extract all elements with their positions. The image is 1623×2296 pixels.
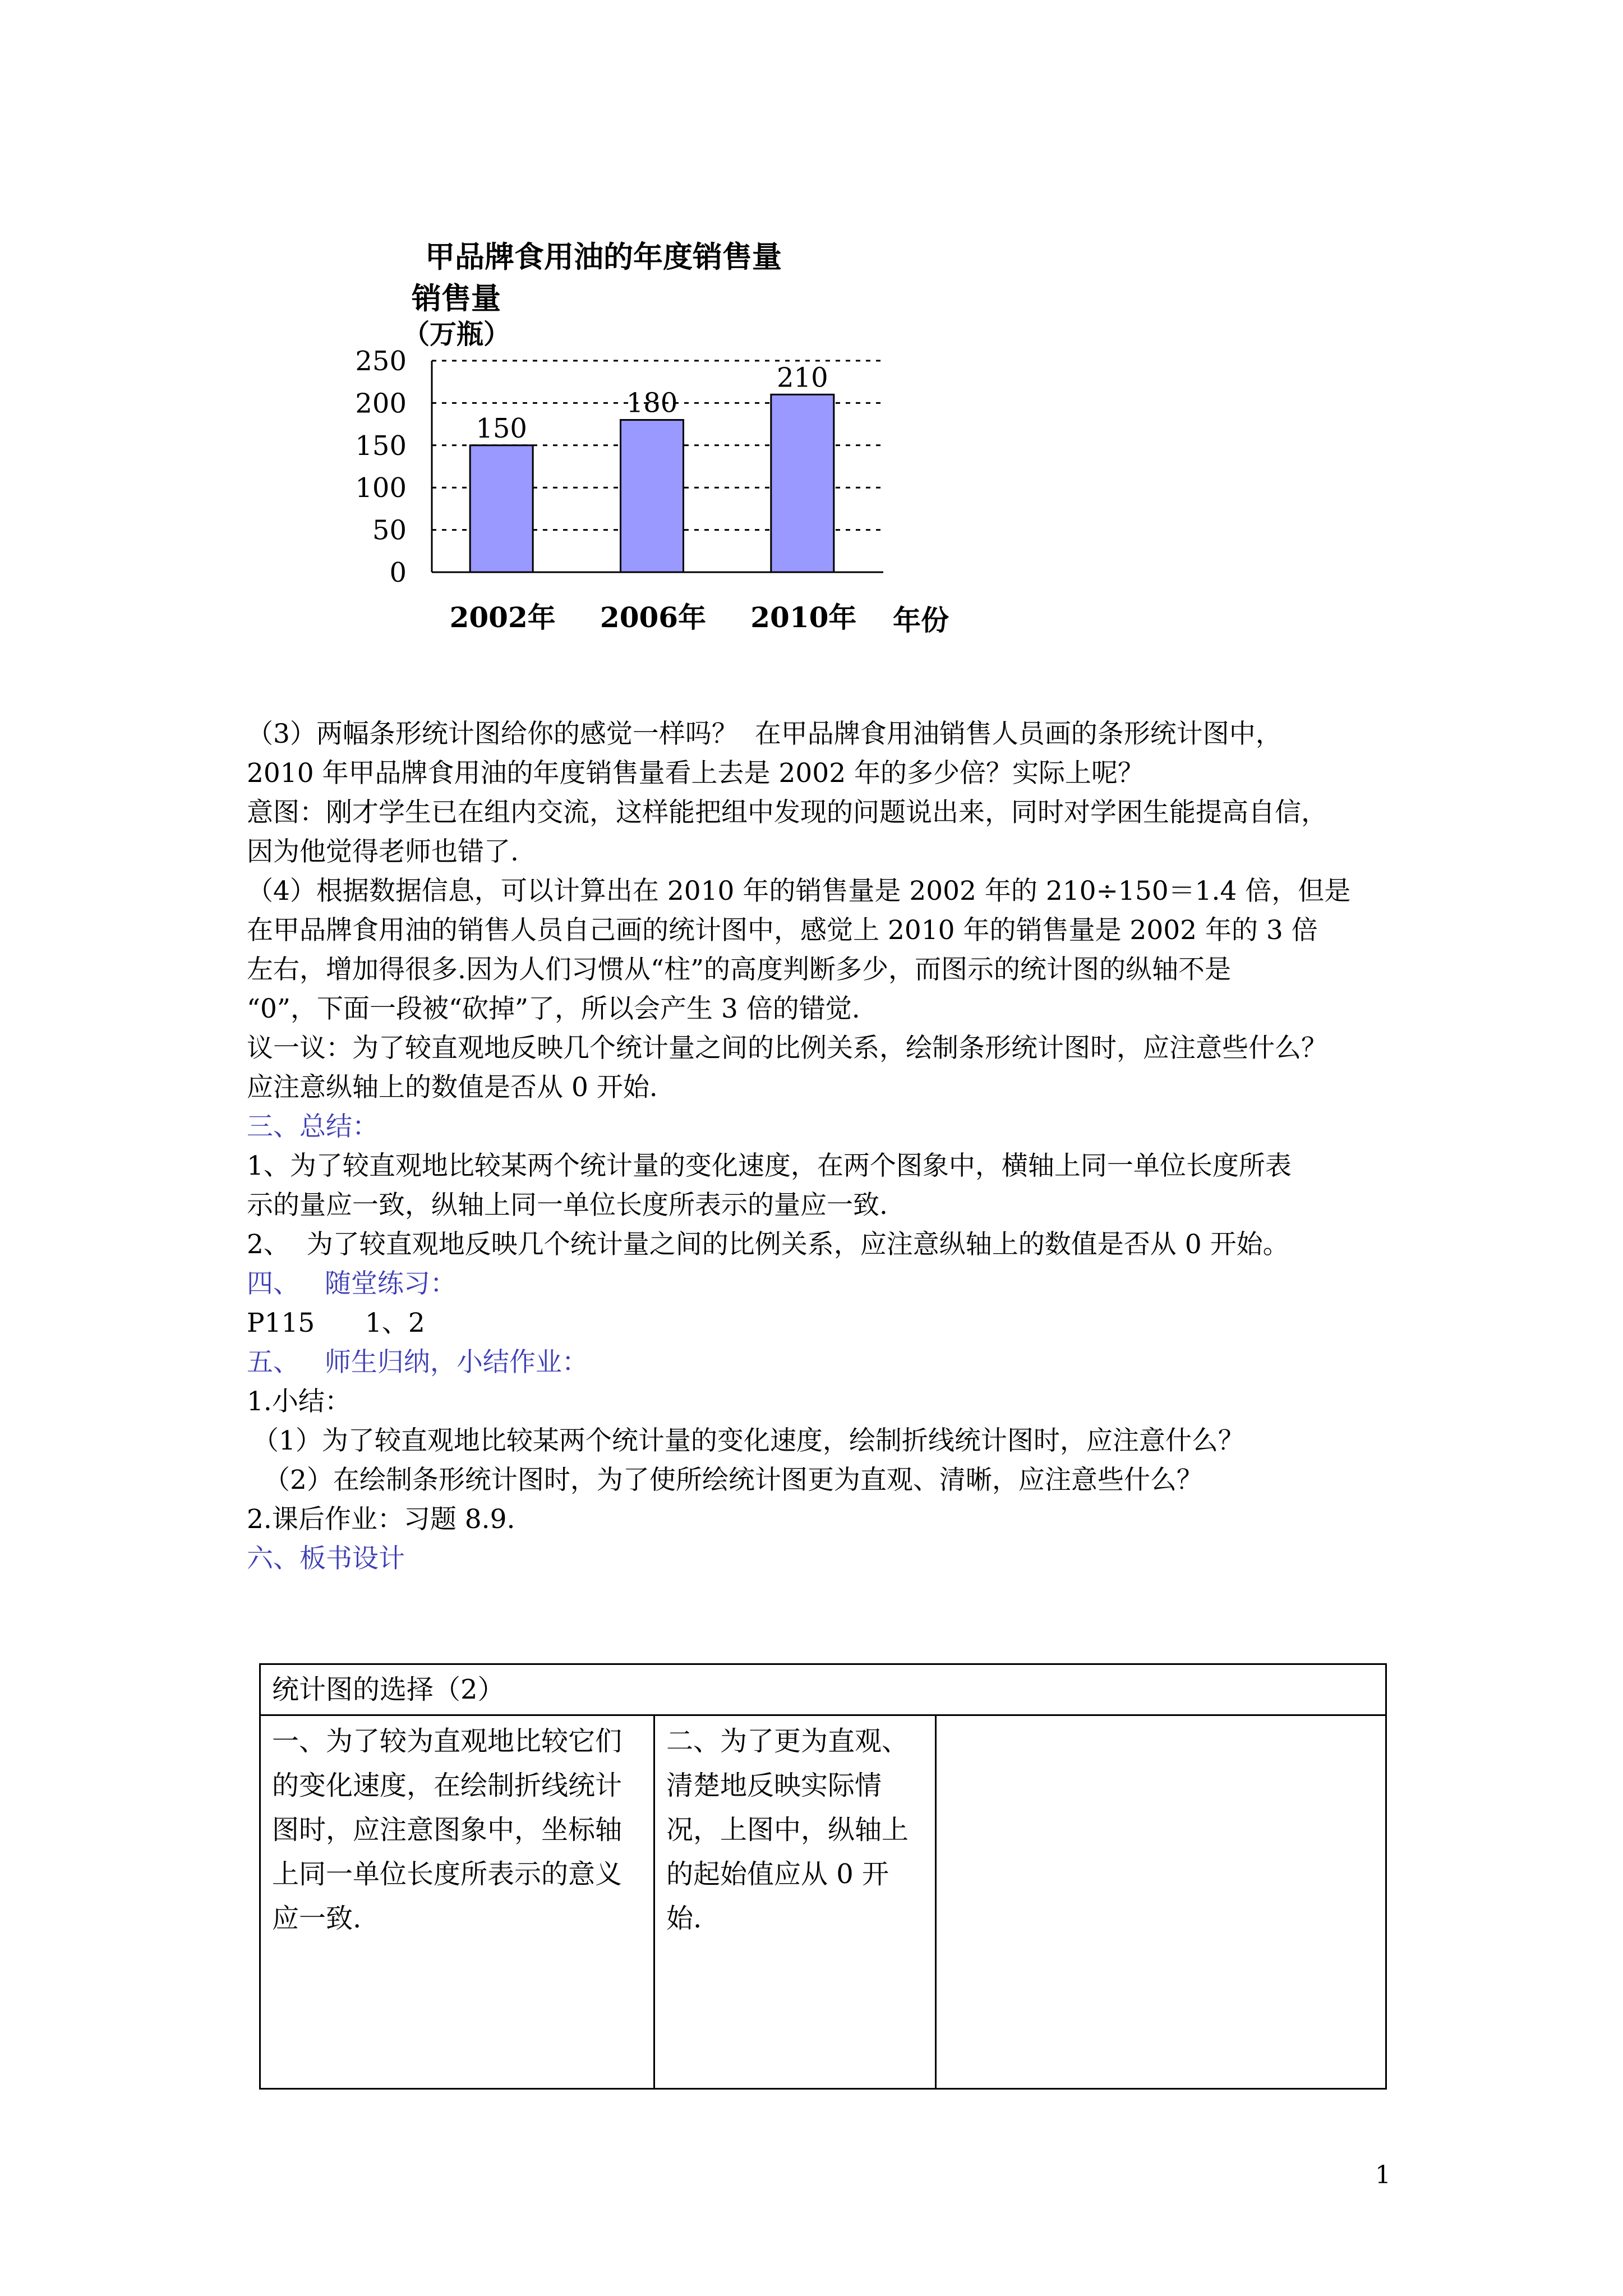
- discuss-line-1: 议一议：为了较直观地反映几个统计量之间的比例关系，绘制条形统计图时，应注意些什么？: [247, 1033, 1327, 1064]
- summary-question-2: （2）在绘制条形统计图时，为了使所绘统计图更为直观、清晰，应注意些什么？: [264, 1465, 1203, 1496]
- board-header-cell: 统计图的选择（2）: [260, 1664, 1386, 1715]
- x-axis-label: 年份: [893, 604, 949, 637]
- y-tick-label: 200: [355, 388, 407, 420]
- para-4-line-4: “0”，下面一段被“砍掉”了，所以会产生 3 倍的错觉.: [247, 993, 860, 1024]
- y-axis-ticks: [355, 346, 407, 588]
- para-4-line-1: （4）根据数据信息，可以计算出在 2010 年的销售量是 2002 年的 210÷150＝1.4 倍，但是: [247, 876, 1351, 907]
- summary-item-1-line-2: 示的量应一致，纵轴上同一单位长度所表示的量应一致.: [247, 1190, 888, 1221]
- y-tick-label: 150: [355, 430, 407, 462]
- chart-title: 甲品牌食用油的年度销售量: [425, 240, 782, 274]
- discuss-line-2: 应注意纵轴上的数值是否从 0 开始.: [247, 1072, 658, 1103]
- board-cell-3: [936, 1715, 1386, 2089]
- y-tick-label: 250: [355, 346, 407, 377]
- x-axis-labels: [450, 601, 857, 634]
- board-cell-2: 二、为了更为直观、清楚地反映实际情况，上图中，纵轴上的起始值应从 0 开始.: [654, 1715, 936, 2089]
- para-4-line-3: 左右，增加得很多.因为人们习惯从“柱”的高度判断多少，而图示的统计图的纵轴不是: [247, 954, 1231, 985]
- y-tick-label: 100: [355, 472, 407, 504]
- board-design-table: [259, 1663, 1387, 2090]
- summary-item-1-line-1: 1、为了较直观地比较某两个统计量的变化速度，在两个图象中，横轴上同一单位长度所表: [247, 1151, 1292, 1181]
- practice-content: P115 1、2: [247, 1308, 425, 1338]
- x-tick-label: 2006年: [600, 601, 707, 634]
- y-axis-label-line2: （万瓶）: [403, 319, 511, 350]
- summary-item-2: 2、 为了较直观地反映几个统计量之间的比例关系，应注意纵轴上的数值是否从 0 开始。: [247, 1229, 1289, 1260]
- section-5-title: 五、 师生归纳，小结作业：: [247, 1347, 588, 1378]
- bar-value-label: 180: [626, 387, 678, 419]
- x-tick-label: 2002年: [449, 601, 556, 634]
- x-tick-label: 2010年: [750, 601, 857, 634]
- bar: [771, 394, 834, 572]
- sales-bar-chart: [336, 224, 1009, 662]
- board-cell-1: 一、为了较为直观地比较它们的变化速度，在绘制折线统计图时，应注意图象中，坐标轴上同一单位长度所表示的意义应一致.: [260, 1715, 654, 2089]
- board-content-row: [260, 1715, 1386, 2089]
- section-4-title: 四、 随堂练习：: [247, 1268, 457, 1299]
- board-header-row: [260, 1664, 1386, 1715]
- bar: [621, 420, 684, 572]
- y-tick-label: 0: [389, 557, 407, 588]
- chart-bars: [470, 362, 834, 572]
- section-3-title: 三、总结：: [247, 1111, 379, 1142]
- bar-value-label: 150: [476, 412, 527, 444]
- section-6-title: 六、板书设计: [247, 1543, 405, 1574]
- y-axis-label-line1: 销售量: [412, 281, 501, 316]
- summary-question-1: （1）为了较直观地比较某两个统计量的变化速度，绘制折线统计图时，应注意什么？: [252, 1425, 1244, 1456]
- page-number: 1: [1375, 2161, 1391, 2189]
- bar: [470, 445, 533, 572]
- para-4-line-2: 在甲品牌食用油的销售人员自己画的统计图中，感觉上 2010 年的销售量是 2002 年的 3 倍: [247, 915, 1318, 946]
- para-3-line-2: 2010 年甲品牌食用油的年度销售量看上去是 2002 年的多少倍？实际上呢？: [247, 758, 1145, 789]
- bar-value-label: 210: [777, 362, 828, 394]
- summary-subtitle: 1.小结：: [247, 1386, 351, 1417]
- homework-line: 2.课后作业：习题 8.9.: [247, 1504, 515, 1535]
- intent-line-2: 因为他觉得老师也错了.: [247, 836, 519, 867]
- para-3-line-1: （3）两幅条形统计图给你的感觉一样吗？ 在甲品牌食用油销售人员画的条形统计图中，: [247, 719, 1282, 749]
- intent-line-1: 意图：刚才学生已在组内交流，这样能把组中发现的问题说出来，同时对学困生能提高自信，: [247, 797, 1327, 828]
- y-tick-label: 50: [372, 514, 407, 546]
